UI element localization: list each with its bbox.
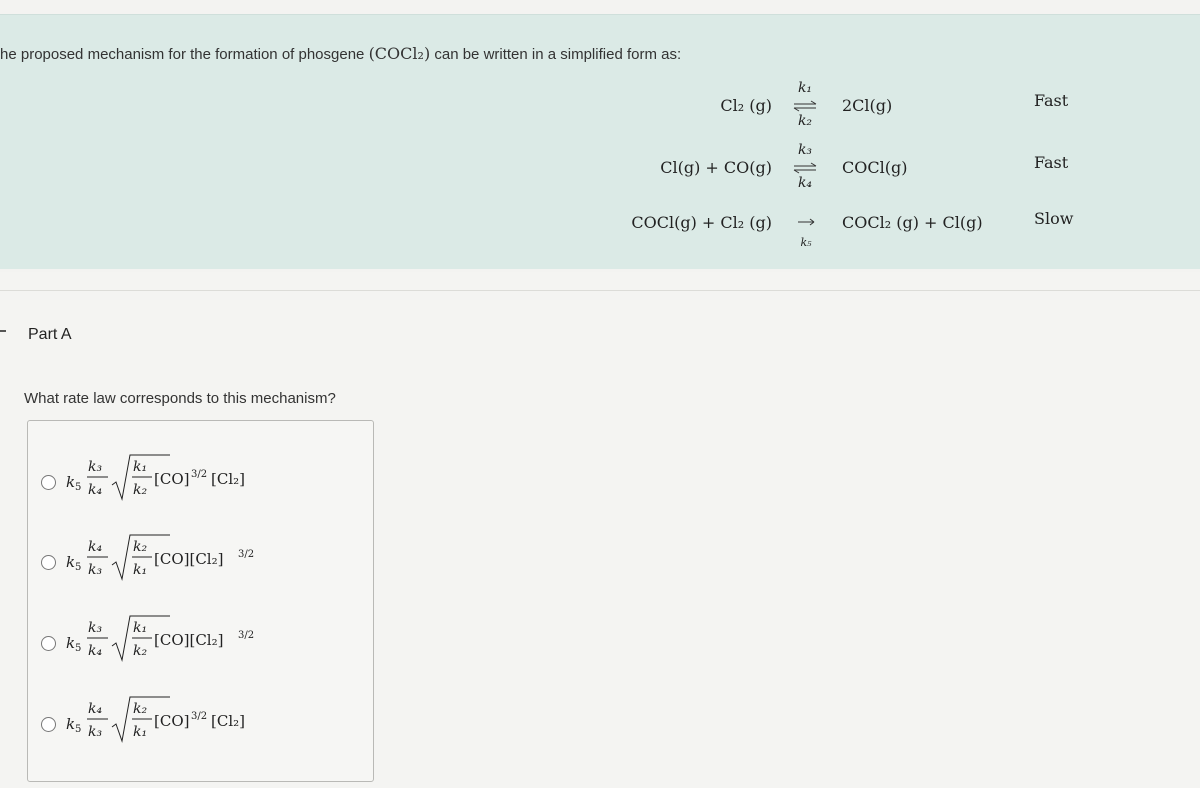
concentration-exponent: 3/2	[238, 630, 255, 641]
equilibrium-arrow-icon	[793, 162, 817, 174]
root-denominator: k₁	[133, 724, 148, 740]
reaction-3-k: k₅	[800, 236, 812, 249]
concentration-term: [CO][Cl₂]	[154, 550, 224, 568]
k-symbol: k	[66, 473, 76, 491]
k-subscript: 5	[75, 482, 82, 493]
reaction-3-rhs: COCl₂ (g) + Cl(g)	[842, 213, 983, 232]
reaction-2-k-forward: k₃	[797, 142, 813, 158]
answer-option-4[interactable]	[28, 691, 373, 751]
reaction-1-rate: Fast	[1034, 91, 1069, 110]
equilibrium-arrow-icon	[793, 100, 817, 112]
divider	[0, 290, 1200, 291]
rate-law-formula	[66, 610, 366, 670]
root-numerator: k₂	[133, 701, 148, 717]
k-subscript: 5	[75, 643, 82, 654]
fraction-denominator: k₃	[88, 724, 103, 740]
fraction-denominator: k₄	[88, 643, 103, 659]
k-subscript: 5	[75, 562, 82, 573]
radio-button[interactable]	[41, 555, 56, 570]
root-numerator: k₂	[133, 539, 148, 555]
reaction-2-k-reverse: k₄	[797, 175, 813, 191]
intro-formula: (COCl₂)	[368, 44, 431, 63]
question-text: What rate law corresponds to this mechanism?	[24, 390, 336, 407]
k-symbol: k	[66, 715, 76, 733]
intro-text-end: can be written in a simplified form as:	[434, 46, 682, 63]
rate-law-formula	[66, 449, 366, 509]
concentration-term-2: [Cl₂]	[211, 470, 245, 488]
concentration-exponent: 3/2	[191, 711, 208, 722]
reaction-2-lhs: Cl(g) + CO(g)	[660, 158, 772, 177]
rate-law-formula	[66, 691, 366, 751]
fraction-denominator: k₄	[88, 482, 103, 498]
intro-text	[0, 44, 681, 63]
root-numerator: k₁	[133, 620, 148, 636]
k-symbol: k	[66, 634, 76, 652]
reaction-1-lhs: Cl₂ (g)	[720, 96, 772, 115]
reaction-2-rate: Fast	[1034, 153, 1069, 172]
reaction-3-lhs: COCl(g) + Cl₂ (g)	[631, 213, 772, 232]
concentration-exponent: 3/2	[191, 469, 208, 480]
answer-options	[27, 420, 374, 782]
answer-option-1[interactable]	[28, 449, 373, 509]
k-symbol: k	[66, 553, 76, 571]
intro-text-start: he proposed mechanism for the formation of phosgene	[0, 46, 365, 63]
fraction-numerator: k₃	[88, 620, 103, 636]
concentration-term: [CO][Cl₂]	[154, 631, 224, 649]
fraction-denominator: k₃	[88, 562, 103, 578]
root-denominator: k₁	[133, 562, 148, 578]
root-denominator: k₂	[133, 643, 148, 659]
reaction-1-rhs: 2Cl(g)	[842, 96, 893, 115]
fraction-numerator: k₄	[88, 539, 103, 555]
rate-law-formula	[66, 529, 366, 589]
reaction-1-k-reverse: k₂	[797, 113, 813, 129]
fraction-numerator: k₄	[88, 701, 103, 717]
fraction-numerator: k₃	[88, 459, 103, 475]
part-marker	[0, 330, 6, 332]
root-denominator: k₂	[133, 482, 148, 498]
concentration-term-2: [Cl₂]	[211, 712, 245, 730]
concentration-exponent: 3/2	[238, 549, 255, 560]
answer-option-3[interactable]	[28, 610, 373, 670]
reaction-1-k-forward: k₁	[797, 80, 813, 96]
k-subscript: 5	[75, 724, 82, 735]
right-arrow-icon	[796, 216, 816, 228]
answer-option-2[interactable]	[28, 529, 373, 589]
part-a-heading: Part A	[28, 326, 72, 343]
concentration-term: [CO]	[154, 712, 190, 730]
concentration-term: [CO]	[154, 470, 190, 488]
root-numerator: k₁	[133, 459, 148, 475]
radio-button[interactable]	[41, 475, 56, 490]
radio-button[interactable]	[41, 717, 56, 732]
reaction-3-rate: Slow	[1034, 209, 1074, 228]
radio-button[interactable]	[41, 636, 56, 651]
reaction-2-rhs: COCl(g)	[842, 158, 908, 177]
